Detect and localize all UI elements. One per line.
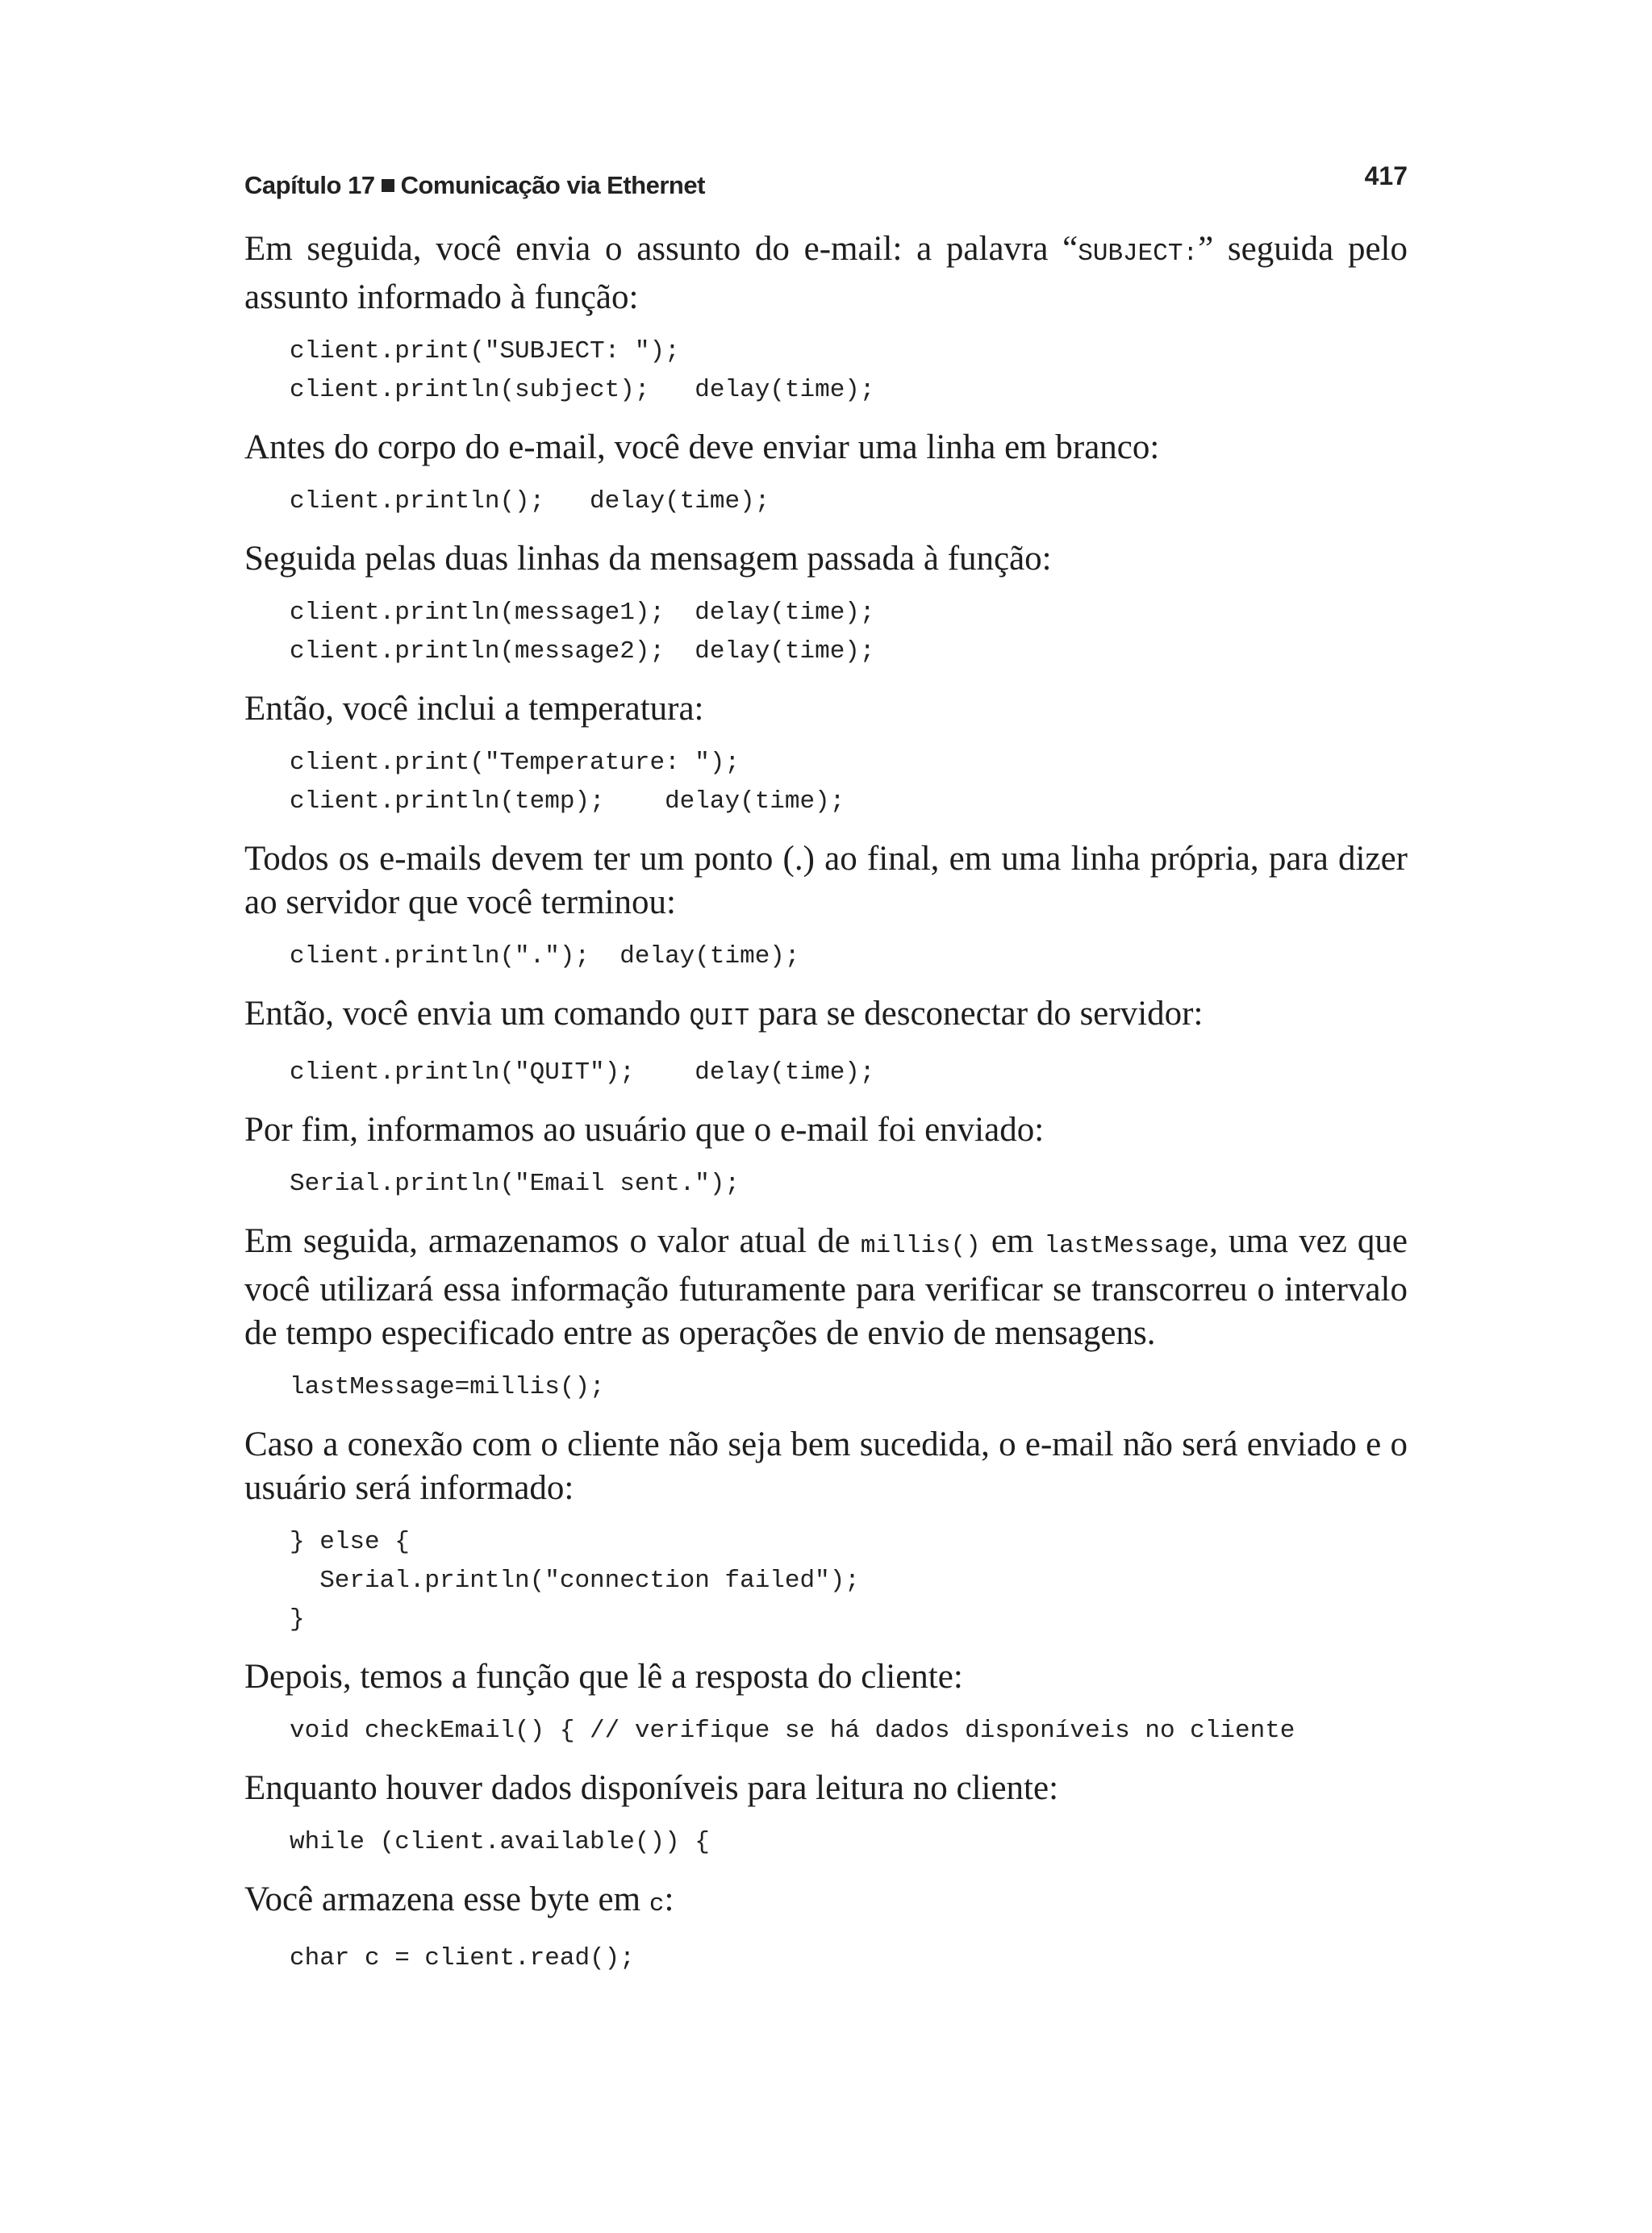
text: Você armazena esse byte em (244, 1880, 649, 1918)
inline-code: QUIT (689, 1004, 750, 1033)
chapter-heading (244, 171, 705, 200)
text: , uma vez que você utilizará essa informação futuramente para verificar se transcorreu o intervalo de tempo especificado entre as operações de envio de mensagens. (244, 1222, 1408, 1352)
inline-code: lastMessage (1044, 1232, 1210, 1260)
paragraph-quit (244, 992, 1408, 1041)
code-block-connection-failed: } else { Serial.println("connection failed"); } (290, 1528, 860, 1634)
text: ” seguida pelo assunto informado à função: (244, 230, 1408, 316)
text: Então, você envia um comando (244, 995, 690, 1033)
inline-code: c (649, 1890, 665, 1918)
book-page (244, 161, 1408, 1994)
running-header (244, 161, 1408, 202)
paragraph-while-available: Enquanto houver dados disponíveis para leitura no cliente: (244, 1769, 1059, 1807)
code-block-email-sent: Serial.println("Email sent."); (290, 1170, 740, 1198)
inline-code: millis() (860, 1232, 981, 1260)
code-block-while-available: while (client.available()) { (290, 1828, 710, 1856)
paragraph-temperature: Então, você inclui a temperatura: (244, 690, 704, 728)
paragraph-period: Todos os e-mails devem ter um ponto (.) ao final, em uma linha própria, para dizer ao servidor que você terminou: (244, 840, 1408, 921)
paragraph-check-email: Depois, temos a função que lê a resposta do cliente: (244, 1658, 963, 1696)
code-block-check-email: void checkEmail() { // verifique se há dados disponíveis no cliente (290, 1717, 1295, 1745)
paragraph-last-message (244, 1220, 1408, 1355)
paragraph-subject (244, 227, 1408, 319)
code-block-last-message: lastMessage=millis(); (290, 1373, 605, 1401)
text: em (980, 1222, 1045, 1260)
paragraph-connection-failed: Caso a conexão com o cliente não seja bem sucedida, o e-mail não será enviado e o usuário será informado: (244, 1425, 1408, 1507)
inline-code: SUBJECT: (1078, 240, 1199, 268)
paragraph-blank-line: Antes do corpo do e-mail, você deve enviar uma linha em branco: (244, 428, 1160, 466)
code-block-quit: client.println("QUIT"); delay(time); (290, 1058, 875, 1087)
paragraph-message-lines: Seguida pelas duas linhas da mensagem passada à função: (244, 540, 1052, 578)
code-block-blank-line: client.println(); delay(time); (290, 487, 770, 515)
code-block-temperature: client.print("Temperature: "); client.println(temp); delay(time); (290, 749, 845, 816)
code-block-subject: client.print("SUBJECT: "); client.println(subject); delay(time); (290, 337, 875, 404)
text: Em seguida, você envia o assunto do e-mail: a palavra “ (244, 230, 1078, 268)
page-number: 417 (1364, 161, 1408, 190)
paragraph-store-byte (244, 1878, 1408, 1926)
code-block-messages: client.println(message1); delay(time); client.println(message2); delay(time); (290, 599, 875, 666)
code-block-read-char: char c = client.read(); (290, 1944, 635, 1972)
text: : (664, 1880, 674, 1918)
text: para se desconectar do servidor: (749, 995, 1204, 1033)
paragraph-email-sent: Por fim, informamos ao usuário que o e-mail foi enviado: (244, 1111, 1045, 1149)
square-bullet-icon (382, 179, 394, 192)
chapter-title: Comunicação via Ethernet (400, 171, 705, 199)
code-block-period: client.println("."); delay(time); (290, 942, 800, 970)
chapter-label: Capítulo 17 (244, 171, 375, 199)
text: Em seguida, armazenamos o valor atual de (244, 1222, 861, 1260)
